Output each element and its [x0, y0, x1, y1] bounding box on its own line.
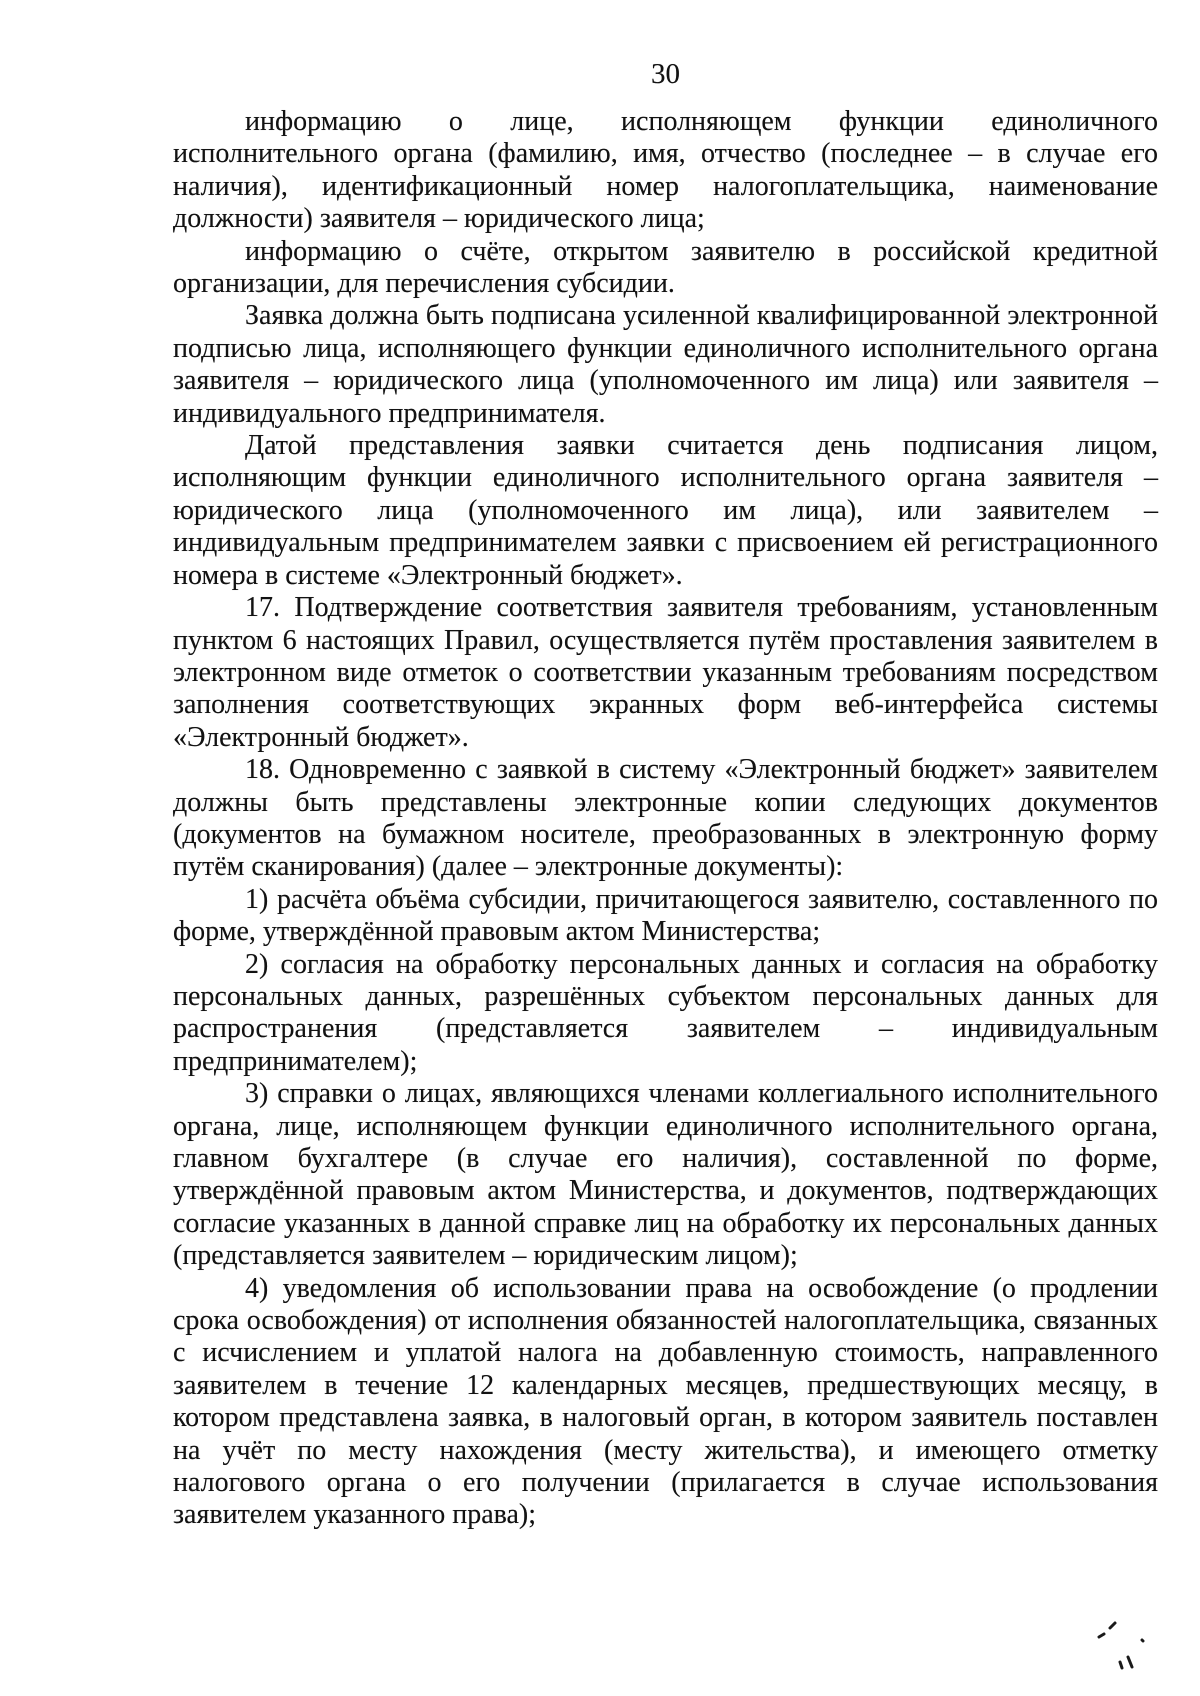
paragraph-item-17: 17. Подтверждение соответствия заявителя требованиям, установленным пунктом 6 настоящих Правил, осуществляется путём проставления заявителем в электронном виде отметок о соответствии указанным требованиям посредством заполнения соответствующих экранных форм веб-интерфейса системы «Электронный бюджет». — [173, 592, 1158, 753]
document-body — [173, 106, 1158, 1532]
scan-artifact-marks — [1090, 1615, 1160, 1675]
paragraph-subitem-3: 3) справки о лицах, являющихся членами коллегиального исполнительного органа, лице, исполняющем функции единоличного исполнительного органа, главном бухгалтере (в случае его наличия), составленной по форме, утверждённой правовым актом Министерства, и документов, подтверждающих согласие указанных в данной справке лиц на обработку их персональных данных (представляется заявителем – юридическим лицом); — [173, 1078, 1158, 1272]
paragraph-submission-date: Датой представления заявки считается день подписания лицом, исполняющим функции единоличного исполнительного органа заявителя – юридического лица (уполномоченного им лица), или заявителем – индивидуальным предпринимателем заявки с присвоением ей регистрационного номера в системе «Электронный бюджет». — [173, 430, 1158, 591]
paragraph-subitem-4: 4) уведомления об использовании права на освобождение (о продлении срока освобождения) от исполнения обязанностей налогоплательщика, связанных с исчислением и уплатой налога на добавленную стоимость, направленного заявителем в течение 12 календарных месяцев, предшествующих месяцу, в котором представлена заявка, в налоговый орган, в котором заявитель поставлен на учёт по месту нахождения (месту жительства), и имеющего отметку налогового органа о его получении (прилагается в случае использования заявителем указанного права); — [173, 1272, 1158, 1531]
paragraph-info-executive-person: информацию о лице, исполняющем функции единоличного исполнительного органа (фамилию, имя, отчество (последнее – в случае его наличия), идентификационный номер налогоплательщика, наименование должности) заявителя – юридического лица; — [173, 106, 1158, 235]
page-number: 30 — [651, 58, 680, 90]
paragraph-subitem-2: 2) согласия на обработку персональных данных и согласия на обработку персональных данных, разрешённых субъектом персональных данных для распространения (представляется заявителем – индивидуальным предпринимателем); — [173, 948, 1158, 1077]
paragraph-item-18: 18. Одновременно с заявкой в систему «Электронный бюджет» заявителем должны быть представлены электронные копии следующих документов (документов на бумажном носителе, преобразованных в электронную форму путём сканирования) (далее – электронные документы): — [173, 754, 1158, 883]
paragraph-info-bank-account: информацию о счёте, открытом заявителю в российской кредитной организации, для перечисления субсидии. — [173, 235, 1158, 300]
paragraph-signature-requirement: Заявка должна быть подписана усиленной квалифицированной электронной подписью лица, исполняющего функции единоличного исполнительного органа заявителя – юридического лица (уполномоченного им лица) или заявителя – индивидуального предпринимателя. — [173, 300, 1158, 429]
paragraph-subitem-1: 1) расчёта объёма субсидии, причитающегося заявителю, составленного по форме, утверждённой правовым актом Министерства; — [173, 883, 1158, 948]
